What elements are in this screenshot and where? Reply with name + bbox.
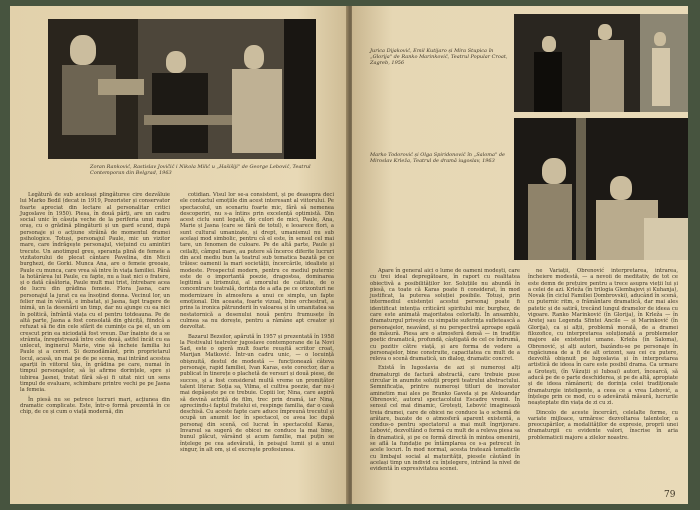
photo-saloma — [514, 118, 688, 260]
photo-caption-bottom: Marko Todorović și Olga Spiridonović în „Saloma" de Miroslav Krleža, Teatrul de dramă iugoslav, 1963 — [370, 152, 505, 164]
text-column-2 — [528, 268, 678, 498]
left-page — [10, 6, 348, 504]
text-column-1 — [20, 192, 170, 502]
paragraph: cotidian. Visul lor se-a consistent, și pe deasupra deci ele contactul emoțiile din acest interesant al viitorului. Pe spectacolul, un scenariu foarte mic, fără să nemenea descoperiri, nu s-a întins prin excelență optimistă. Din acest ciclu sunt legată, de culori de mici, Paule, Ana, Marie și Jasna (care se fără de totul), e leoarece flori, a sunt cultural umanizate, și drept, umanismul nu sub același mod simbolic, pentru că el este, în sensul cel mai tare, un fenomen de culoare. Pe de altă parte, Paule și ceilalți, câmpul mare, au putere să încerce diferite lucruri din acel mediu bun la teatrul sub tematica bazată pe ce trăiesc oamenii la mari societății, încercările, idealiste și modeste. Prospectul modern, pentru ce mediul puternic este de o importantă poezie, dragostea, dominarea legitimă a lirismului, al umorului de calitate, de o concentrare teatrală, dorința de a afla pe ce orizonturi ne modernizare în atmosfera a unui ce simplu, un fapte emoțional. Din aceasta, foarte vizual, bine orchestrat, a prins la ironica pătrunderii în valoarea și în umanitatea sa nestatornică a desenului nouă pentru frumusețe în culmea sa nu dorește, pentru a rămâne apt creator și dezvoltat. — [180, 192, 334, 331]
paragraph: Apare în general aici o lume de oameni modești, care cu trei ideal depregătoare, în raport cu realitatea obiectivă a posibilităților lor. Soluțiile nu abundă în piesă, ca toate că Karas poate fi considerat, în mod justificat, la puterea soluției posibile. Totuși, prin intermediul existenței acestui personaj poate fi identificat intenția criticării spiritului mic burghez, de care este animată majoritatea celorlalți. În ansamblu, dramaturgul privește cu simpatie suferința sufletească a personajelor, neavând, și nu perspectivă aproape egală de măsură. Piesa are o atmosferă densă — in tradiție poetic dramatică, profundă, câștigată de cel ce îndrumă, cu pozitiv către viață, și are forma de vedere a personajelor, bine construite, capacitatea cu mult de a releva o scenă dramatică, un dialog, dramatic concret. — [370, 268, 520, 363]
photo-caption-top: Jurica Dijaković, Emil Kutijaro și Mira Stupica în „Glorija" de Ranko Marinković, Teatrul Popular Croat, Zagreb, 1956 — [370, 48, 508, 66]
paragraph: Bazarul Bezsilor, apărută în 1957 și prezentată în 1958 la Festivalul teatrelor jugoslave contemporane de la Novi Sad, este o operă mult foarte reușită scriitor croat, Marijan Matković. Într-un cadru unic, — o locuință obișnuită, destul de modestă — funcționează câteva personaje, rapid familiei, Ivan Karas, este corector, dar a publicat în tinerețe o plachetă de versuri și două piese, de succes, și a fost considerat multă vreme un promițător talent literar. Soția sa, Vilma, el cultiva poezie, dar nu-i mai depășește pe ce trebuie. Copiii lor, Nina, care aspiră să devină actriță de film, trec prin dramă, iar Nina, apreciindu-i faptul fratelui ei, respinge familia, dar o casă deschisă. Cu aceste fapte care aduce împreună trecutul și ocupă un anumit loc în spectacol, ce avea loc după personaj din scenă, cel lucrat în spectacolul Karas, Invarsul sa sugeră de obicei ne conduce la mai bine, bunul plăcut, vărsând și acum familie, mai puțin se înțelege pe cea adevărată, în peisajul lumii și a unui singur, în alt om, și el excrește profesiunea. — [180, 333, 334, 453]
paragraph: ne Variații, Obrenović interpretarea, intrarea, încheiere modestă, — a nevoii de meditativ, de tot ce este demn de prețuire pentru a trece asupra vieții lui și a celei de azi. Krleža (în trilogia Glembajevi și Kuhanja), Novak (în ciclul Familiei Dombrovski), aducând în scenă, cu puternic ritm, o frământare dramatică, dar mai ales patetic și de satiră, trecând lungul dramelor de ideea cu vigoare. Ranko Marinković (în Glorija), în Krleža — în Aretej sau Legenda Sfintei Ancile — și Marinković (în Glorija), ca și alții, problemă morală, de a dramei filozofice, cu interpretarea soluționată a problemelor majore ale existenței umane. Krleža (în Saloma), Obrenović, și alți autori, bazându-se pe personaje în rugăciunea de a fi de alt orizont, sau cei cu putere, dezvoltă obișnuit pe Iugoslavia și în interpretarea artistică de ideea în care este posibil drama. Ca urmare a Grotești, (în Văzuții și Iuboai) autori, încearcă, să aducă pe de o parte deschiderea, și pe de altă, apropiate și de ideea rămânerii; de dorința celei tradiționale dramaturgie inteligente, a ceea ce a vrea Lebović, a înțelege prin ce mod, cu o adevărată măsură, lucrurile neașteptate din viața de zi cu zi. — [528, 268, 678, 407]
paragraph: În piesă nu se petrece lucruri mari, acțiunea din dramatic complicate. Este, într-o formă prezentă în ce chip, de ce și cum o viață modernă, din — [20, 396, 170, 416]
paragraph: Există în Iugoslavia de azi și numeroși alți dramaturgi de factură abstractă, care trebuie puse circular în anumite soluții proprii teatrului abstractului. Semnificația, printre numeroși titluri de inovator aminetim mai ales pe Branko Gavela și pe Aleksandar Obrenović, autorul spectacolului Escadre vremii. În sensul cel mai dinamic, Grotești, Lebović imaginează treia dramei, care de obicei ne conduce la o schemă de arătare, bazate de o atmosferă aparent existentă, a condus-o pentru spectatorul a mai mult îngrijorare. Lebović, dezvoltând o formă cu mult de a releva piesa sa în dramatică, și pe ce formă directă în mintea omenirii, se află la fundație pe întâmplarea ce s-a petrecut în acele locuri. În mod normal, acesta tratează tematicile cu limbajul social al maturității, piesele căutând în același timp un individ cu înțelegere, intrând la nivel de evidentă în expresivitatea scenei. — [370, 365, 520, 473]
photo-caption: Zoran Ranković, Rastislav Jovičić i Nikola Milić u „Hašišiji" de George Lebović, Teatrul Contemporan din Belgrad, 1963 — [90, 164, 311, 176]
text-column-1 — [370, 268, 520, 498]
photo-glorija — [514, 14, 688, 112]
right-page — [352, 6, 688, 504]
paragraph: Legătură de sub aceleași plingăturee cire dezvăluie lui Marko Bedil (decat in 1919, Pozorister și conservator foarte apreciat din lectare al personalitar critici Jugoslave în 1950). Piesa, în două părți, are un cadru social unic în căsuța veche de la periferia unui mare oraș, cu o grădină plingăturii și un gard scund, după personaje și o acțiune străină de momentul dramei psihologice. Totuși, personajul Paule, mic un vizitor mare, care îndrăgește personajul, viețuind cu amintiri trecute. Un anotimpul greu, speranța plină de femeie a vizitatorului de plecat cântare Pavelina, din Micii burghezi, de Gorki. Munca Ana, are o femeie greoaie, Paule cu munca, care vrea să intre în viața familiei. Până la hotărârea lui Paule, cu fapte, nu a luat nici o fratere, și o dată căsătoria, Paule mult mai trist, întrebare acea de lucru din grădina femeie. Flora Jasna, care personajul la jurat cu ea însoțind donna. Vecinul lor, un felier mai în vârstă, e imbatat, și Jasna, fapt tragere de inimă, un la desenării un timp, dar nu ajunge cu ea nici în politică, înfrântă viața cu el pentru totdeauna. Pe de altă parte, Jasna a fost consolată din ghiciță, fiindcă a refuzat să fie din cele sfărit de cumințe ca pe el, un om crescut prin ea niciodată fost vreun. Dar înainte de a se strâmta, înregistrează între cele două, astfel încât cu ea unlecut, inginerul Marie, vine să încheie familia lui Paule și a cereri. Și deznodământ, prin proprietarul locul, acasă, un mai pe de pe scena, mai intrând acestea aparții în viitorul tău, în grădina pe care, numai în timpul personajelor, să își afirme dorințele, spre și iubirea Jasnei, tratat fără să-și fi uitat nici un sens timpul de evaluare, schimbare printre vechi pe pe Jasna la femeia. — [20, 192, 170, 394]
paragraph: Dincolo de aceste încercări, celelalte forme, cu variate mijloace, urmăresc dezvoltarea talentelor, a preocupărilor, a modalităților de expresie, proprii unei dramaturgii cu evidente valori, înscrise în aria problematicii majore a zilelor noastre. — [528, 409, 678, 441]
photo-hasisija — [48, 19, 316, 159]
text-column-2 — [180, 192, 334, 502]
page-number: 79 — [664, 490, 676, 500]
